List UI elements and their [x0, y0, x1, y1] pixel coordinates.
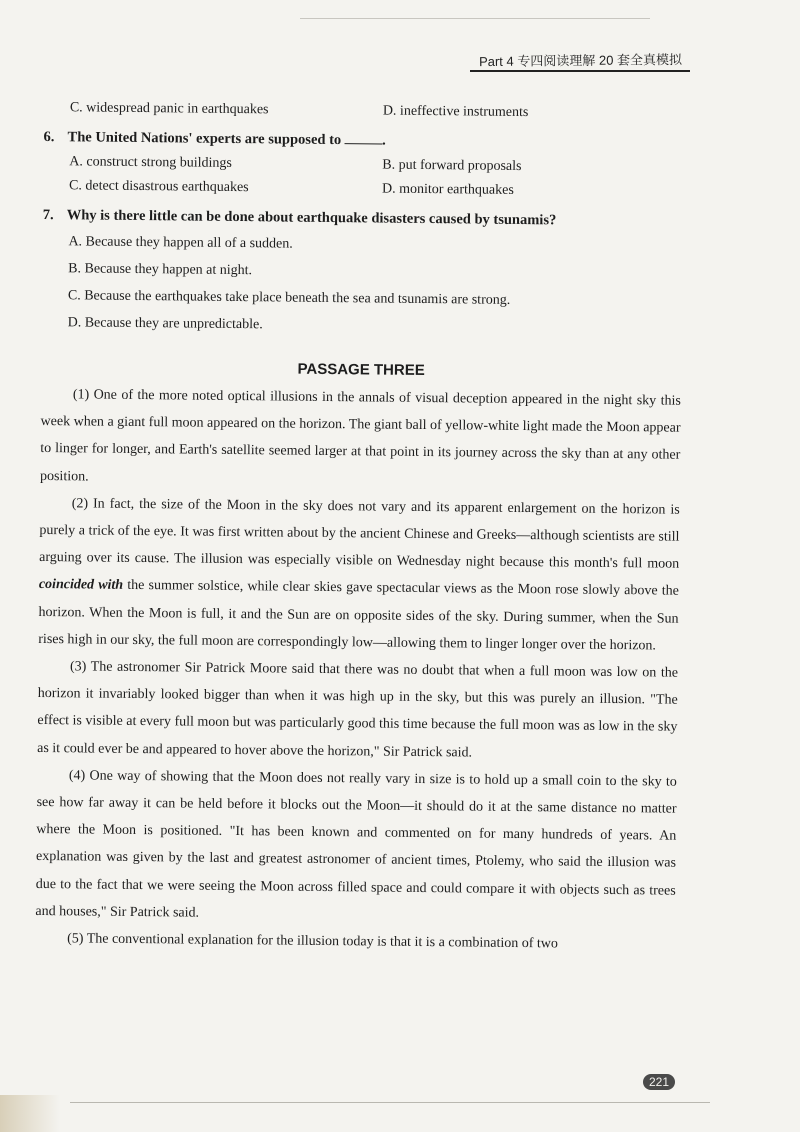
option-b: B. put forward proposals	[382, 157, 522, 175]
top-divider	[300, 18, 650, 19]
question-5-options-cd	[44, 96, 684, 127]
paragraph-2-text-before: (2) In fact, the size of the Moon in the sky does not vary and its apparent enlargement on the horizon is purely a trick of the eye. It was first written about by the ancient Chinese and Greeks—although scientists are still arguing over its cause. The illusion was especially visible on Wednesday night because this month's full moon	[39, 496, 680, 572]
bottom-divider	[70, 1102, 710, 1103]
question-number: 6.	[43, 128, 55, 146]
paragraph-4: (4) One way of showing that the Moon does not really vary in size is to hold up a small coin to the sky to see how far away it can be held before it blocks out the Moon—it should do it at the same distance no matter where the Moon is positioned. "It has been known and commented on for many hundreds of years. An explanation was given by the last and greatest astronomer of ancient times, Ptolemy, who said the illusion was due to the fact that we were seeing the Moon across filled space and could compare it with objects such as trees and houses," Sir Patrick said.	[35, 768, 677, 921]
option-c: C. Because the earthquakes take place beneath the sea and tsunamis are strong.	[67, 288, 511, 308]
option-d: D. Because they are unpredictable.	[67, 315, 263, 333]
option-d: D. monitor earthquakes	[381, 181, 514, 198]
paragraph-5: (5) The conventional explanation for the illusion today is that it is a combination of two	[67, 931, 559, 952]
option-b: B. Because they happen at night.	[68, 261, 253, 279]
highlighted-phrase: coincided with	[38, 577, 124, 594]
page-corner-shadow	[0, 1095, 60, 1132]
passage-title: PASSAGE THREE	[297, 360, 425, 380]
option-a: A. Because they happen all of a sudden.	[68, 234, 293, 252]
header-underline	[470, 70, 690, 72]
option-c: C. detect disastrous earthquakes	[68, 178, 249, 196]
paragraph-2	[38, 490, 680, 660]
option-c: C. widespread panic in earthquakes	[69, 100, 269, 118]
answer-blank	[344, 131, 382, 144]
option-d: D. ineffective instruments	[382, 103, 529, 121]
question-stem: The United Nations' experts are supposed to	[67, 129, 342, 149]
running-header: Part 4 专四阅读理解 20 套全真模拟	[478, 51, 683, 70]
page-content	[35, 96, 684, 959]
page-number: 221	[643, 1074, 675, 1090]
question-number: 7.	[42, 206, 54, 224]
question-stem: Why is there little can be done about earthquake disasters caused by tsunamis?	[66, 207, 557, 229]
paragraph-2-text-after: the summer solstice, while clear skies gave spectacular views as the Moon rose slowly above the horizon. When the Moon is full, it and the Sun are on opposite sides of the sky. During summer, when the Sun rises high in our sky, the full moon are correspondingly low—allowing them to linger longer over the horizon.	[38, 578, 679, 654]
paragraph-3: (3) The astronomer Sir Patrick Moore said that there was no doubt that when a full moon was low on the horizon it invariably looked bigger than when it was high up in the sky, but this was purely an illusion. "The effect is visible at every full moon but was particularly good this time because the full moon was as low in the sky as it could ever be and appeared to hover above the horizon," Sir Patrick said.	[37, 659, 679, 761]
paragraph-1: (1) One of the more noted optical illusions in the annals of visual deception appeared in the night sky this week when a giant full moon appeared on the horizon. The giant ball of yellow-white light made the Moon appear to linger for longer, and Earth's satellite seemed larger at that point in its journey across the sky than at any other position.	[39, 387, 681, 485]
question-stem-end: .	[382, 132, 386, 149]
option-a: A. construct strong buildings	[69, 154, 232, 171]
